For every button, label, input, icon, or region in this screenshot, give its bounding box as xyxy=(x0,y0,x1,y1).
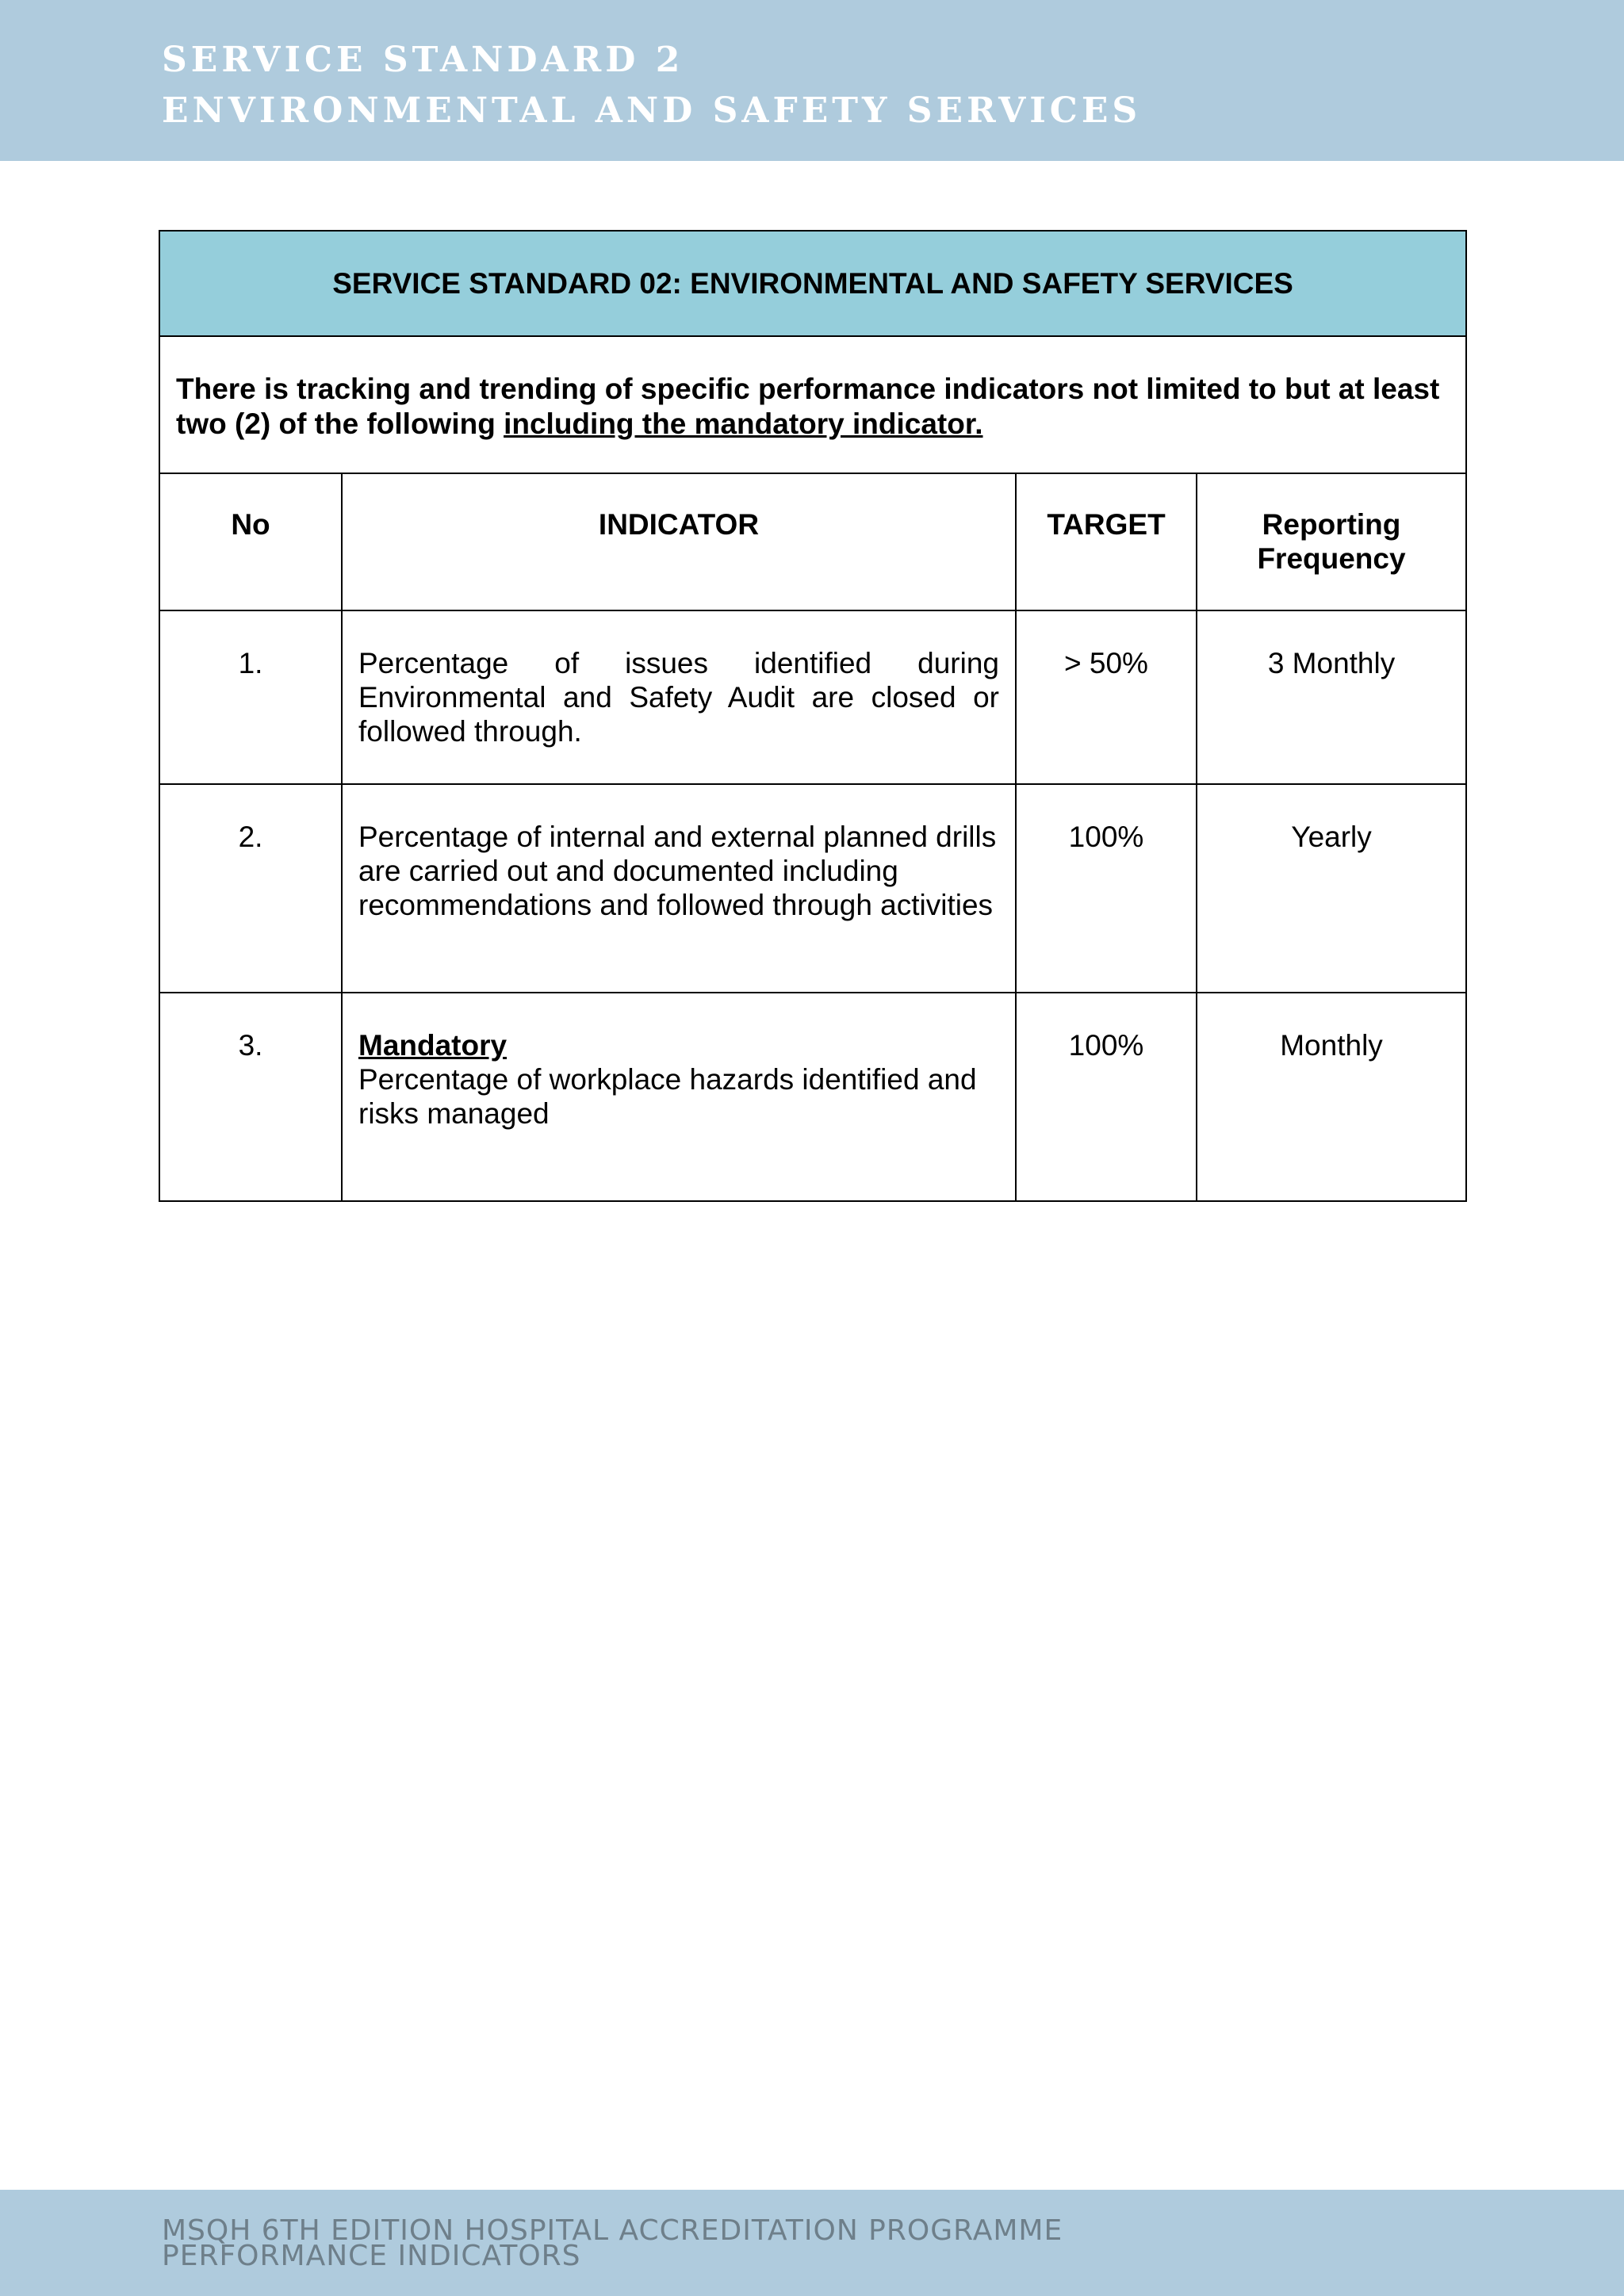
header-title-line-2: ENVIRONMENTAL AND SAFETY SERVICES xyxy=(162,90,1142,131)
table-intro-row xyxy=(159,336,1466,473)
row-indicator-cell xyxy=(342,993,1016,1201)
column-header-target: TARGET xyxy=(1016,473,1197,610)
table-row xyxy=(159,993,1466,1201)
row-number: 2. xyxy=(159,784,342,993)
row-frequency: Monthly xyxy=(1197,993,1466,1201)
intro-underlined-text: including the mandatory indicator. xyxy=(504,408,983,440)
header-title-line-1: SERVICE STANDARD 2 xyxy=(162,40,684,80)
table-title-row xyxy=(159,231,1466,336)
column-header-no: No xyxy=(159,473,342,610)
table-header-row xyxy=(159,473,1466,610)
indicator-table xyxy=(159,230,1467,1202)
intro-text: There is tracking and trending of specific performance indicators not limited to but at least two (2) of the following xyxy=(176,373,1440,440)
table-intro xyxy=(159,336,1466,473)
row-target: 100% xyxy=(1016,784,1197,993)
table-title: SERVICE STANDARD 02: ENVIRONMENTAL AND SAFETY SERVICES xyxy=(159,231,1466,336)
row-indicator: Percentage of internal and external planned drills are carried out and documented including recommendations and followed through activities xyxy=(342,784,1016,993)
mandatory-label: Mandatory xyxy=(358,1029,508,1062)
row-frequency: Yearly xyxy=(1197,784,1466,993)
footer-line-2: PERFORMANCE INDICATORS xyxy=(162,2240,581,2272)
column-header-indicator: INDICATOR xyxy=(342,473,1016,610)
column-header-frequency: Reporting Frequency xyxy=(1197,473,1466,610)
row-frequency: 3 Monthly xyxy=(1197,610,1466,784)
row-indicator: Percentage of issues identified during Environmental and Safety Audit are closed or followed through. xyxy=(342,610,1016,784)
table-row xyxy=(159,610,1466,784)
footer-line-1: MSQH 6TH EDITION HOSPITAL ACCREDITATION PROGRAMME xyxy=(162,2214,1063,2247)
row-target: 100% xyxy=(1016,993,1197,1201)
row-indicator: Percentage of workplace hazards identified and risks managed xyxy=(358,1063,977,1130)
table-row xyxy=(159,784,1466,993)
row-number: 3. xyxy=(159,993,342,1201)
row-number: 1. xyxy=(159,610,342,784)
row-target: > 50% xyxy=(1016,610,1197,784)
header-band xyxy=(0,0,1624,161)
